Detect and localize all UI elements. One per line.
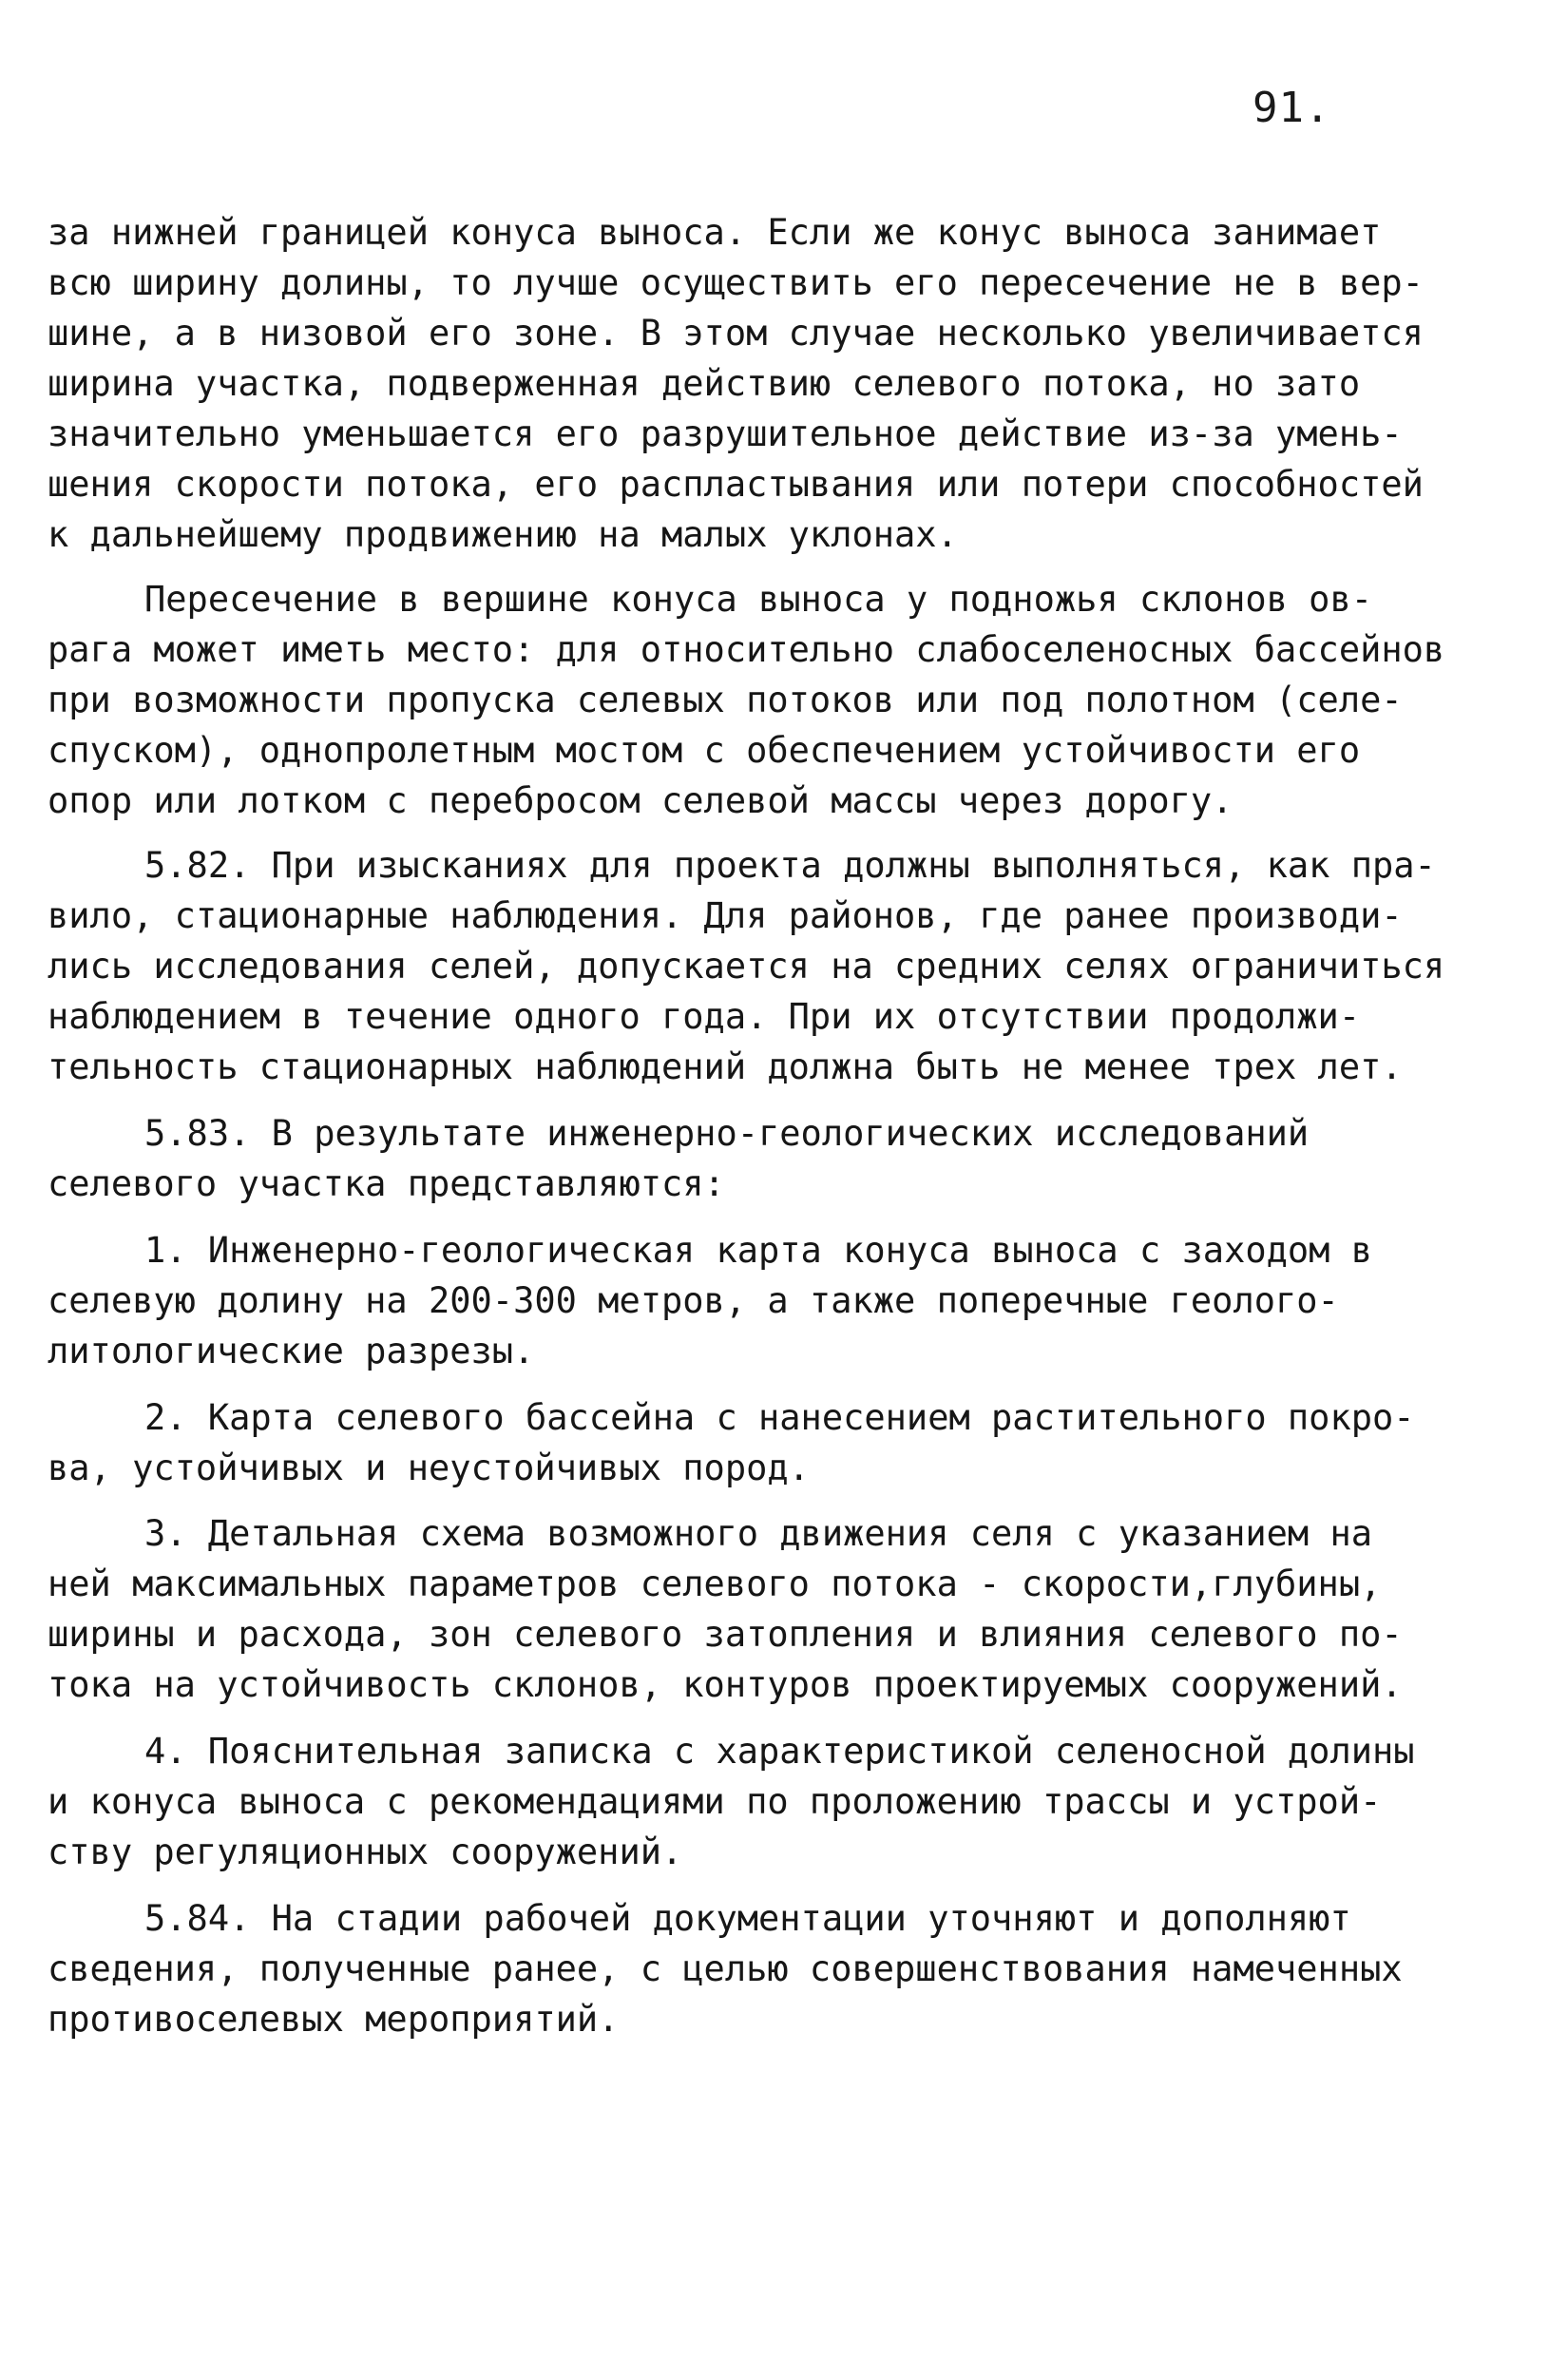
text-line: 4. Пояснительная записка с характеристикой селеносной долины: [144, 1731, 1415, 1772]
text-line: противоселевых мероприятий.: [48, 1999, 620, 2040]
text-line: спуском), однопролетным мостом с обеспечением устойчивости его: [48, 730, 1361, 771]
text-line: селевого участка представляются:: [48, 1163, 725, 1204]
text-line: при возможности пропуска селевых потоков или под полотном (селе-: [48, 680, 1403, 720]
text-line: 5.84. На стадии рабочей документации уточняют и дополняют: [144, 1898, 1351, 1939]
page-number: 91.: [1252, 84, 1331, 132]
text-line: 1. Инженерно-геологическая карта конуса выноса с заходом в: [144, 1230, 1373, 1271]
text-line: шине, а в низовой его зоне. В этом случае несколько увеличивается: [48, 313, 1424, 354]
text-line: вило, стационарные наблюдения. Для районов, где ранее производи-: [48, 895, 1403, 936]
text-line: ва, устойчивых и неустойчивых пород.: [48, 1448, 810, 1488]
text-line: значительно уменьшается его разрушительное действие из-за умень-: [48, 413, 1403, 454]
text-line: ширина участка, подверженная действию селевого потока, но зато: [48, 363, 1361, 404]
text-line: наблюдением в течение одного года. При их отсутствии продолжи-: [48, 996, 1361, 1037]
text-line: шения скорости потока, его распластывания или потери способностей: [48, 464, 1424, 505]
text-line: ству регуляционных сооружений.: [48, 1831, 683, 1872]
text-line: опор или лотком с перебросом селевой массы через дорогу.: [48, 780, 1233, 821]
text-line: ней максимальных параметров селевого потока - скорости,глубины,: [48, 1563, 1382, 1604]
text-line: 3. Детальная схема возможного движения селя с указанием на: [144, 1513, 1373, 1554]
text-line: тельность стационарных наблюдений должна быть не менее трех лет.: [48, 1046, 1403, 1087]
text-line: тока на устойчивость склонов, контуров проектируемых сооружений.: [48, 1664, 1403, 1705]
text-line: к дальнейшему продвижению на малых уклонах.: [48, 514, 958, 555]
text-line: всю ширину долины, то лучше осуществить его пересечение не в вер-: [48, 262, 1424, 303]
text-line: 2. Карта селевого бассейна с нанесением растительного покро-: [144, 1397, 1415, 1438]
text-line: за нижней границей конуса выноса. Если же конус выноса занимает: [48, 212, 1382, 253]
text-line: и конуса выноса с рекомендациями по проложению трассы и устрой-: [48, 1781, 1382, 1822]
text-line: рага может иметь место: для относительно слабоселеносных бассейнов: [48, 629, 1445, 670]
text-line: 5.83. В результате инженерно-геологических исследований: [144, 1113, 1310, 1154]
text-line: литологические разрезы.: [48, 1331, 535, 1371]
text-line: Пересечение в вершине конуса выноса у подножья склонов ов-: [144, 579, 1373, 620]
text-line: лись исследования селей, допускается на средних селях ограничиться: [48, 946, 1445, 987]
text-line: сведения, полученные ранее, с целью совершенствования намеченных: [48, 1948, 1403, 1989]
text-line: 5.82. При изысканиях для проекта должны выполняться, как пра-: [144, 845, 1436, 886]
text-line: ширины и расхода, зон селевого затопления и влияния селевого по-: [48, 1614, 1403, 1655]
text-line: селевую долину на 200-300 метров, а также поперечные геолого-: [48, 1280, 1339, 1321]
